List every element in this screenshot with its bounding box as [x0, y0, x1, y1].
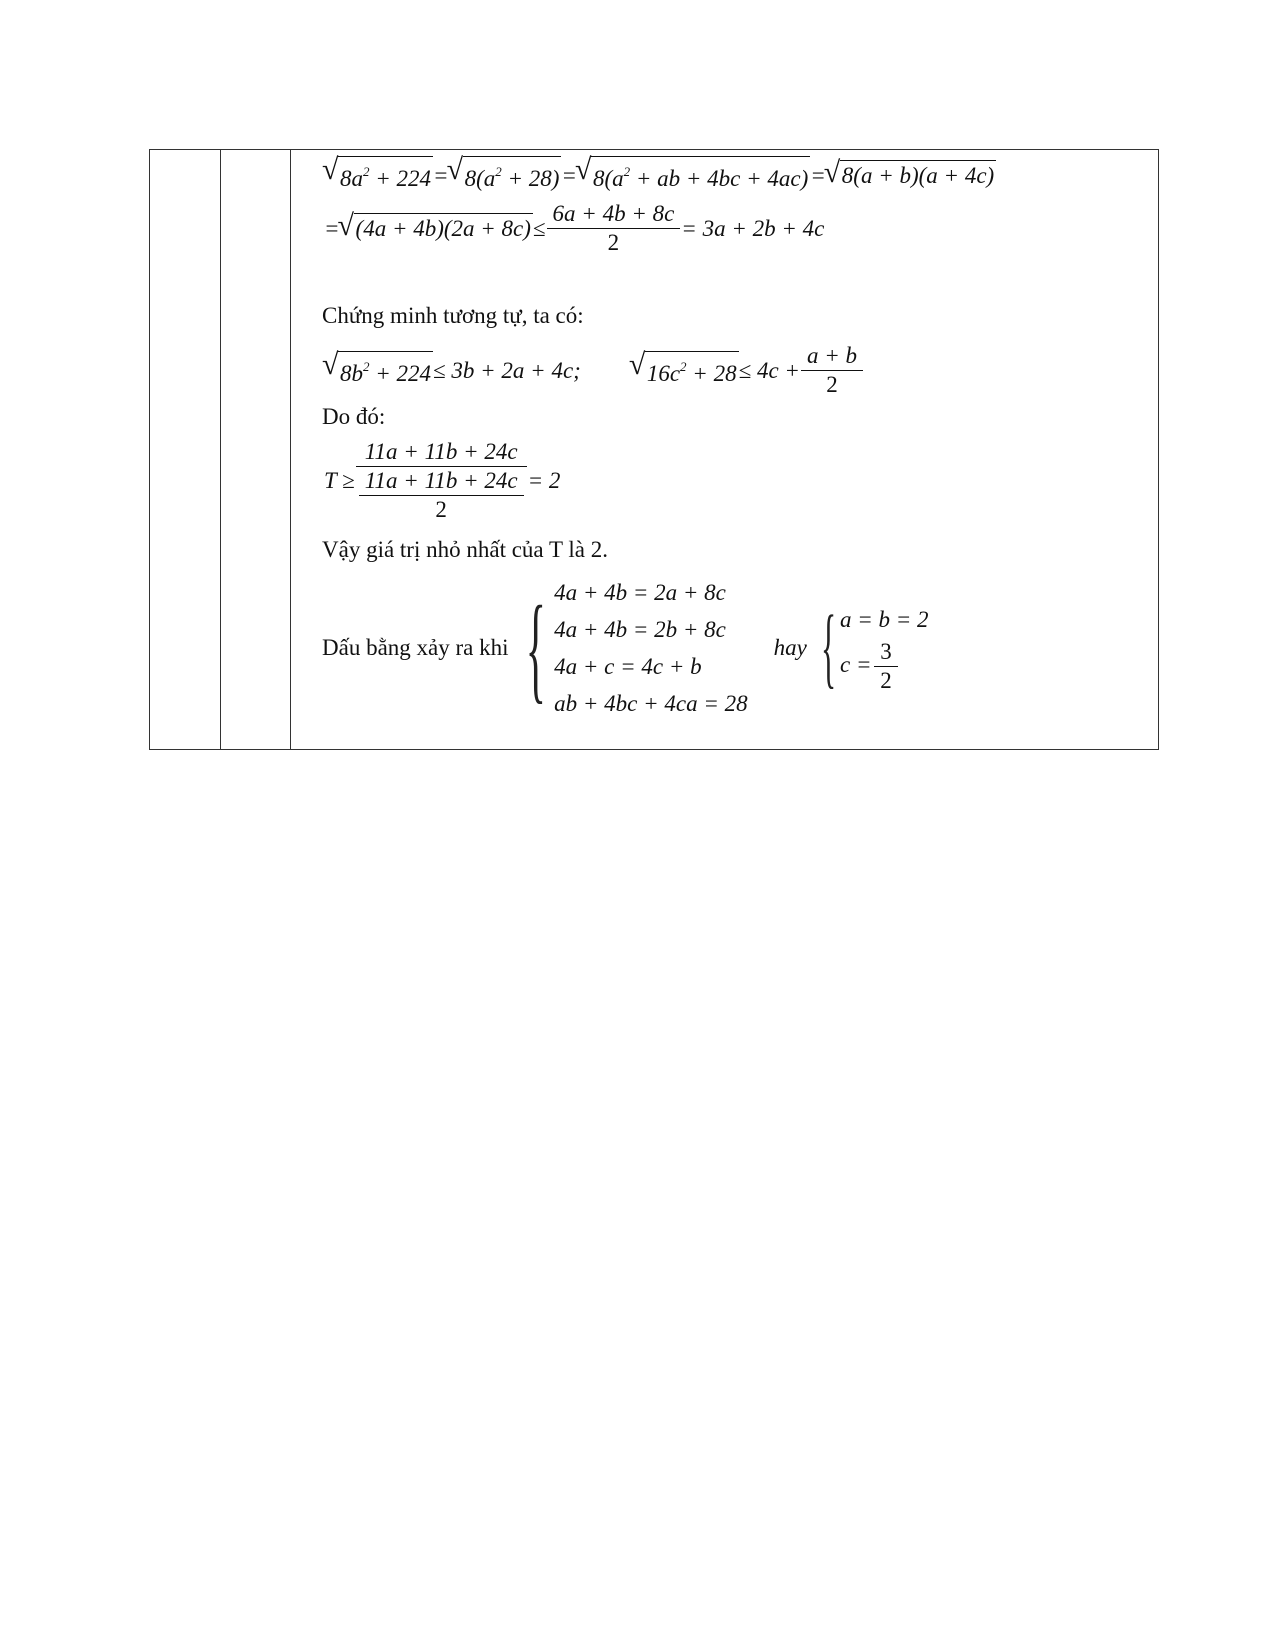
- therefore-text: Do đó:: [322, 404, 386, 429]
- answer-table: [149, 149, 1159, 750]
- left-brace: {: [525, 581, 546, 714]
- result-system: [840, 601, 929, 695]
- equality-label: Dấu bằng xảy ra khi: [322, 635, 509, 660]
- t-inequality: T ≥ $\frac{11a + 11b + 24c}{\frac{11a + 11b + 24c}{2}}$ = 2: [324, 439, 561, 522]
- similar-proof-text: Chứng minh tương tự, ta có:: [322, 303, 584, 328]
- inequality-line: √ $8b^2 + 224\le 3b + 2a$ + 4c;√ $16c^2 + 28\le 4c$ + $\frac{a + b}{2}$: [324, 342, 864, 399]
- equality-condition: [322, 574, 929, 722]
- column-divider-1: [220, 150, 221, 749]
- system-eq-2: 4a + 4b = 2b + 8c: [554, 617, 726, 642]
- hay-word: hay: [773, 635, 807, 660]
- result-brace: {: [820, 598, 836, 697]
- system-eq-4: ab + 4bc + 4ca = 28: [554, 691, 748, 716]
- result-2: c = $\frac{3}{2}$: [840, 638, 929, 695]
- column-divider-2: [290, 150, 291, 749]
- conclusion-text: Vậy giá trị nhỏ nhất của T là 2.: [322, 537, 608, 562]
- solution-cell: [310, 150, 1158, 749]
- equation-line-1: √ $8a^2 + 224=√$ $8(a^2 + 28)=√$ $8(a^2$ + ab + 4bc + 4ac)=√ 8(a + b)(a + 4c): [324, 156, 996, 196]
- system-eq-1: 4a + 4b = 2a + 8c: [554, 580, 726, 605]
- result-1: a = b = 2: [840, 607, 929, 632]
- system-eq-3: 4a + c = 4c + b: [554, 654, 702, 679]
- equation-line-2: =√ (4a + 4b)(2a + 8c)≤ $\frac{6a + 4b + 8c}{2}$ = 3a + 2b + 4c: [324, 200, 824, 257]
- equation-system: [554, 574, 747, 722]
